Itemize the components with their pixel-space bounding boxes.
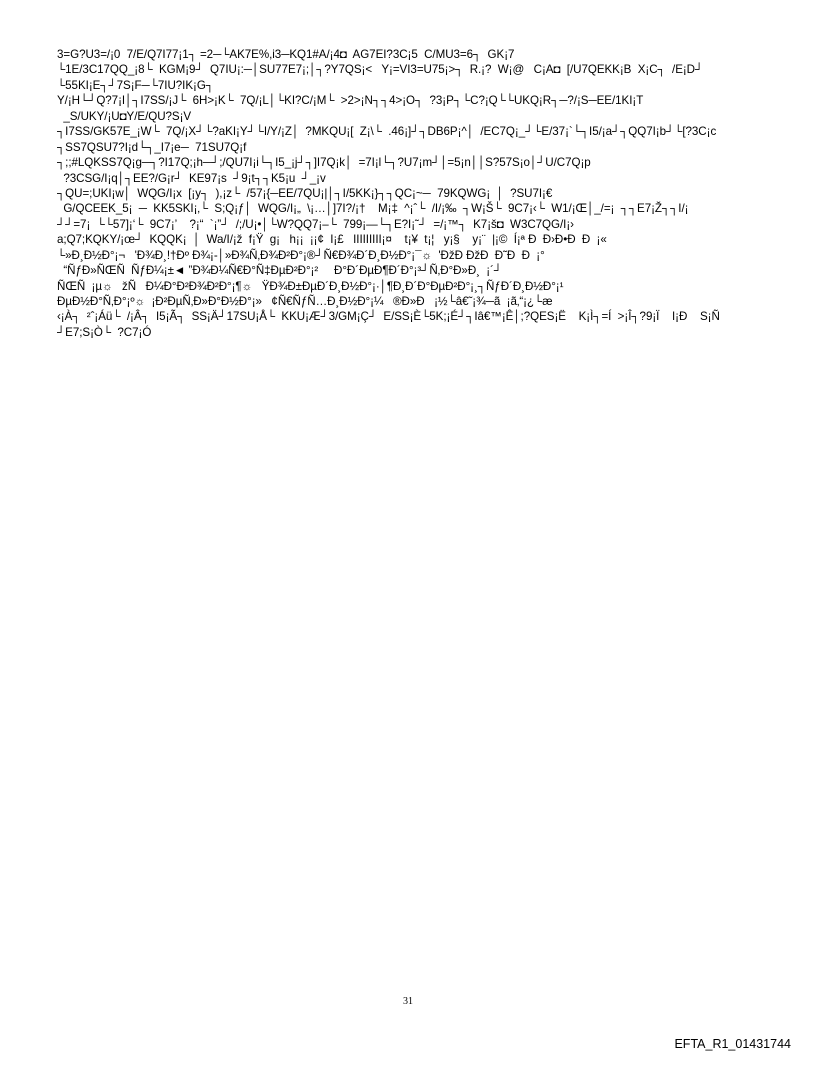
text-line: ÑŒÑ ¡µ☼ žÑ Ð¼Ð°Ð²Ð¾Ð²Ð°¡¶☼ ŸÐ¾Ð±ÐµÐ´Ð¸Ð½Ð°¡·│¶Ð¸Ð´Ð°ÐµÐ²Ð°¡¸┐ÑƒÐ´Ð¸Ð½Ð°¡¹ <box>57 279 564 293</box>
text-line: ┐QU=;UKI¡w│ WQG/I¡x [¡y┐ ),¡z└ /57¡{─EE/7QU¡|│┐I/5KK¡}┐┐QC¡~─ 79KQWG¡ │ ?SU7I¡€ <box>57 186 553 200</box>
text-line: └1E/3C17QQ_¡8└ KGM¡9┘ Q7IU¡:─│SU77E7¡;│┐?Y7QS¡< Y¡=VI3=U75¡>┐ R.¡? W¡@ C¡A◘ [/U7QEKK¡B X¡C┐ /E¡D┘ <box>57 63 704 77</box>
text-line: ‹¡À┐ ²ˆ¡Áü└ /¡Â┐ I5¡Ã┐ SS¡Ä┘17SU¡Å└ KKU¡Æ┘3/GM¡Ç┘ E/SS¡È└5K;¡É┘┐Iâ€™¡Ê│;?QES¡Ë K¡Ì┐=Í >¡Î┐?9¡Ï I¡Ð S¡Ñ <box>57 310 720 324</box>
text-line: G/QCEEK_5¡ ─ KK5SKI¡‚└ S;Q¡ƒ│ WQG/I¡„ \¡…│]7I?/¡† M¡‡ ^¡ˆ└ /I/¡‰ ┐W¡Š└ 9C7¡‹└ W1/¡Œ│_/=¡ ┐┐E7¡Ž┐┐I/¡ <box>57 202 689 216</box>
text-line: ┐;;#LQKSS7Q¡g─┐?I17Q;¡h─┘;/QU7I¡i└┐I5_¡j┘┐]I7Q¡k│ =7I¡l└┐?U7¡m┘│=5¡n││S?57S¡o│┘U/C7Q¡p <box>57 156 591 170</box>
text-line: └55KI¡E┐┘7S¡F─└7IU?IK¡G┐ <box>57 78 214 92</box>
text-line: a;Q7;KQKY/¡œ┘ KQQK¡ │ Wa/I/¡ž f¡Ÿ g¡ h¡¡ ¡¡¢ I¡£ IIIIIIIII¡¤ t¡¥ t¡¦ y¡§ y¡¨ |¡© Í¡ª Ð Ð›Ð•Ð Ð ¡« <box>57 233 607 247</box>
bates-number: EFTA_R1_01431744 <box>674 1037 791 1051</box>
text-line: ┐SS7QSU7?I¡d└┐_I7¡e─ 71SU7Q¡f <box>57 140 247 154</box>
garbled-text-block <box>57 47 802 340</box>
text-line: “ÑƒÐ»ÑŒÑ ÑƒÐ¼¡±◄ ”Ð¾Ð¼Ñ€Ð°Ñ‡ÐµÐ²Ð°¡² Ð°Ð´ÐµÐ¶Ð´Ð°¡³┘Ñ‚Ð°Ð»Ð¸ ¡´┘ <box>57 264 503 278</box>
text-line: ┐I7SS/GK57E_¡W└ 7Q/¡X┘└?aKI¡Y┘└I/Y/¡Z│ ?MKQU¡[ Z¡\└ .46¡]┘┐DB6P¡^│ /EC7Q¡_┘└E/37¡`└┐I5/¡a┘┐QQ7I¡b┘└[?3C¡c <box>57 125 717 139</box>
text-line: 3=G?U3=/¡0 7/E/Q7I77¡1┐ =2─└AK7E%,i3─KQ1#A/¡4◘ AG7EI?3C¡5 C/MU3=6┐ GK¡7 <box>57 48 515 61</box>
text-line: ?3CSG/I¡q│┐EE?/G¡r┘ KE97¡s ┘9¡t┐┐K5¡u ┘_¡v <box>57 171 326 185</box>
text-line: Y/¡H└┘Q?7¡I│┐I7SS/¡J└ 6H>¡K└ 7Q/¡L│└KI?C/¡M└ >2>¡N┐┐4>¡O┐ ?3¡P┐└C?¡Q└└UKQ¡R┐─?/¡S─EE/1KI¡T <box>57 94 644 108</box>
text-line: ÐµÐ½Ð°Ñ‚Ð°¡º☼ ¡Ð²ÐµÑ‚Ð»Ð°Ð½Ð°¡» ¢Ñ€ÑƒÑ…Ð¸Ð½Ð°¡¼ ®Ð»Ð ¡½└â€˜¡¾─ã ¡ã‚“¡¿└æ <box>57 295 553 308</box>
text-line: ┘E7;S¡Ò└ ?C7¡Ó <box>57 325 152 339</box>
page-number: 31 <box>403 996 413 1007</box>
text-line: _S/UKY/¡U◘Y/E/QU?S¡V <box>57 109 192 123</box>
text-line: ┘┘=7¡ └└57]¡‘└ 9C7¡’ ?¡“ `¡”┘ /;/U¡•│└W?QQ7¡–└ 799¡—└┐E?I¡˜┘ =/¡™┐ K7¡š◘ W3C7QG/I¡› <box>57 217 574 231</box>
text-line: └»Ð¸Ð½Ð°¡¬ 'Ð¾Ð¸!†Ðº Ð¾¡-│»Ð¾Ñ‚Ð¾Ð²Ð°¡®┘Ñ€Ð¾Ð´Ð¸Ð½Ð°¡¯☼ 'ÐžÐ ÐžÐ Ð˜Ð Ð ¡° <box>57 248 545 262</box>
